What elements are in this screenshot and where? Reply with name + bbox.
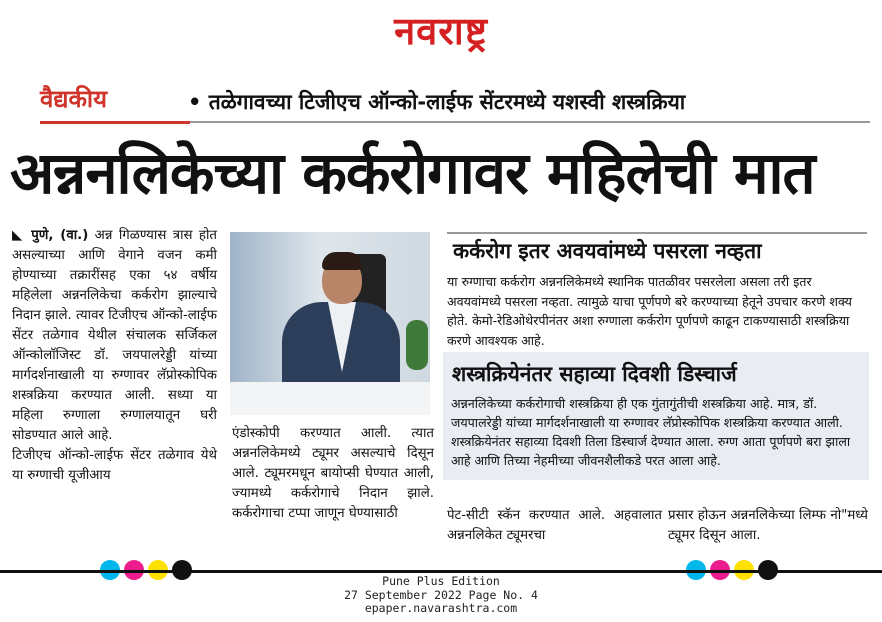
edition-site: epaper.navarashtra.com [364, 601, 518, 615]
dateline: ◣ पुणे, (वा.) [12, 228, 89, 243]
article-column-1 [12, 226, 217, 486]
subheading-1-bar [447, 232, 867, 270]
subheading-2: शस्त्रक्रियेनंतर सहाव्या दिवशी डिस्चार्ज [452, 362, 737, 386]
subsection-1-text: या रुग्णाचा कर्करोग अन्ननलिकेमध्ये स्थानिक पातळीवर पसरलेला असला तरी इतर अवयवांमध्ये पसरला नव्हता. त्यामुळे याचा पूर्णपणे बरे करण्याच्या हेतूने उपचार करणे शक्य होते. केमो-रेडिओथेरपीनंतर अशा रुग्णाला कर्करोग पूर्णपणे काढून टाकण्यासाठी शस्त्रक्रिया करणे आवश्यक आहे. [447, 274, 852, 348]
page-bottom-rule [0, 570, 882, 573]
column-1-text-2: टिजीएच ऑन्को-लाईफ सेंटर तळेगाव येथे या रुग्णाची यूजीआय [12, 448, 217, 483]
headline: अन्ननलिकेच्या कर्करोगावर महिलेची मात [10, 139, 815, 207]
masthead-logo: नवराष्ट्र [394, 9, 488, 53]
edition-footer [0, 575, 882, 616]
article-column-2: एंडोस्कोपी करण्यात आली. त्यात अन्ननलिकेमध्ये ट्यूमर असल्याचे दिसून आले. ट्यूमरमधून बायोप्सी घेण्यात आली, ज्यामध्ये कर्करोगाचे निदान झाले. कर्करोगाचा टप्पा जाणून घेण्यासाठी [232, 426, 434, 521]
kicker-rule [190, 121, 870, 123]
edition-name: Pune Plus Edition [382, 574, 500, 588]
article-column-3: पेट-सीटी स्कॅन करण्यात आले. अहवालात अन्ननलिकेत ट्यूमरचा [447, 508, 662, 543]
edition-date-page: 27 September 2022 Page No. 4 [344, 587, 538, 602]
kicker-line: • तळेगावच्या टिजीएच ऑन्को-लाईफ सेंटरमध्ये यशस्वी शस्त्रक्रिया [188, 90, 686, 114]
subheading-1: कर्करोग इतर अवयवांमध्ये पसरला नव्हता [453, 239, 762, 263]
subsection-2-text: अन्ननलिकेच्या कर्करोगाची शस्त्रक्रिया ही एक गुंतागुंतीची शस्त्रक्रिया आहे. मात्र, डॉ. जयपालरेड्डी यांच्या मार्गदर्शनाखाली या रुग्णावर लॅप्रोस्कोपिक शस्त्रक्रिया करण्यात आली. शस्त्रक्रियेनंतर सहाव्या दिवशी तिला डिस्चार्ज देण्यात आला. रुग्ण आता पूर्णपणे बरा झाला आहे आणि तिच्या नेहमीच्या जीवनशैलीकडे परत आला आहे. [451, 396, 851, 468]
doctor-photo [230, 232, 430, 415]
article-column-4: प्रसार होऊन अन्ननलिकेच्या लिम्फ नो"मध्ये ट्यूमर दिसून आला. [668, 508, 868, 543]
section-underline [40, 121, 190, 124]
section-label: वैद्यकीय [40, 85, 108, 113]
column-1-text: अन्न गिळण्यास त्रास होत असल्याच्या आणि वेगाने वजन कमी होण्याच्या तक्रारींसह एका ५४ वर्षीय महिलेला अन्ननलिकेचा कर्करोग झाल्याचे निदान झाले. त्यावर टिजीएच ऑन्को-लाईफ सेंटर तळेगाव येथील संचालक सर्जिकल ऑन्कोलॉजिस्ट डॉ. जयपालरेड्डी यांच्या मार्गदर्शनाखाली या रुग्णावर लॅप्रोस्कोपिक शस्त्रक्रिया करण्यात आली. सध्या या महिला रुग्णाला रुग्णालयातून घरी सोडण्यात आले आहे. [12, 228, 217, 443]
